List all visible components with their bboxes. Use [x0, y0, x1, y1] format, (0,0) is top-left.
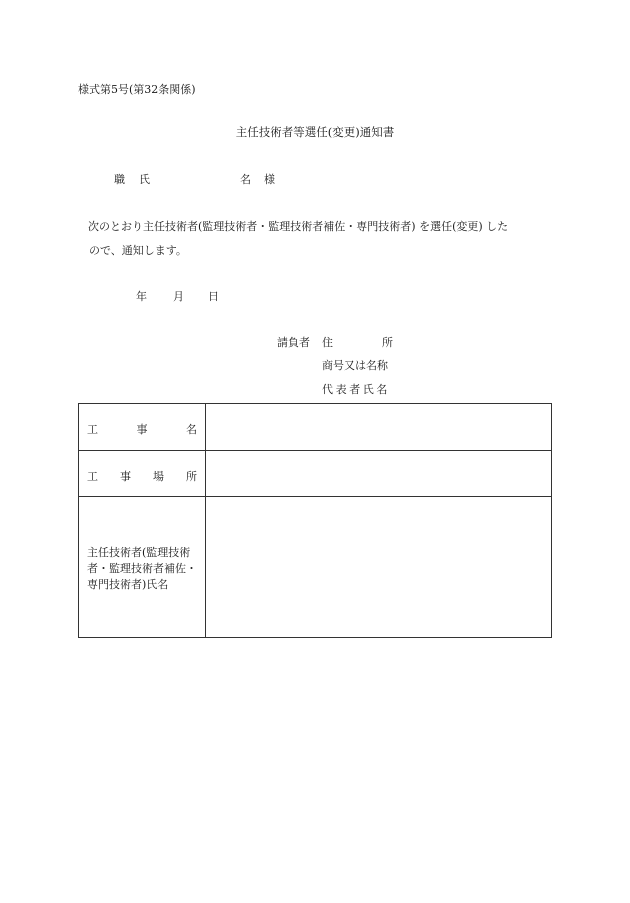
date-month-label: 月	[173, 290, 184, 303]
project-location-header	[79, 451, 206, 496]
form-number: 様式第5号(第32条関係)	[78, 83, 196, 96]
addressee-name-char-1: 氏	[139, 173, 150, 186]
chief-engineer-header-line: 者・監理技術者補佐・	[87, 562, 197, 575]
addressee-honorific: 様	[264, 173, 275, 186]
table-row-chief-engineer	[79, 497, 551, 638]
table-row-project-location	[79, 451, 551, 497]
project-location-header-char: 場	[153, 470, 164, 483]
company-name-label: 商号又は名称	[322, 359, 388, 372]
project-location-header-char: 工	[87, 470, 98, 483]
project-name-header-char: 工	[87, 423, 98, 436]
chief-engineer-header	[79, 497, 206, 638]
project-info-table	[78, 403, 552, 638]
contractor-label: 請負者	[277, 336, 310, 349]
addressee-name-char-2: 名	[240, 173, 251, 186]
chief-engineer-value[interactable]	[206, 497, 551, 638]
document-title: 主任技術者等選任(変更)通知書	[235, 125, 395, 139]
date-day-label: 日	[208, 290, 219, 303]
project-name-header-char: 名	[186, 423, 197, 436]
chief-engineer-header-line: 専門技術者)氏名	[87, 578, 169, 591]
chief-engineer-header-line: 主任技術者(監理技術	[87, 546, 191, 559]
body-text-line-1: 次のとおり主任技術者(監理技術者・監理技術者補佐・専門技術者) を選任(変更) した	[88, 220, 509, 233]
body-text-line-2: ので、通知します。	[89, 244, 187, 257]
project-name-header	[79, 404, 206, 450]
project-location-value[interactable]	[206, 451, 551, 496]
addressee-title-char: 職	[114, 173, 125, 186]
table-row-project-name	[79, 404, 551, 451]
date-year-label: 年	[136, 290, 147, 303]
address-label-part-1: 住	[322, 336, 333, 349]
project-location-header-char: 所	[186, 470, 197, 483]
project-location-header-char: 事	[120, 470, 131, 483]
project-name-value[interactable]	[206, 404, 551, 450]
project-name-header-char: 事	[136, 423, 148, 436]
address-label-part-2: 所	[382, 336, 393, 349]
representative-name-label: 代表者氏名	[322, 383, 390, 396]
